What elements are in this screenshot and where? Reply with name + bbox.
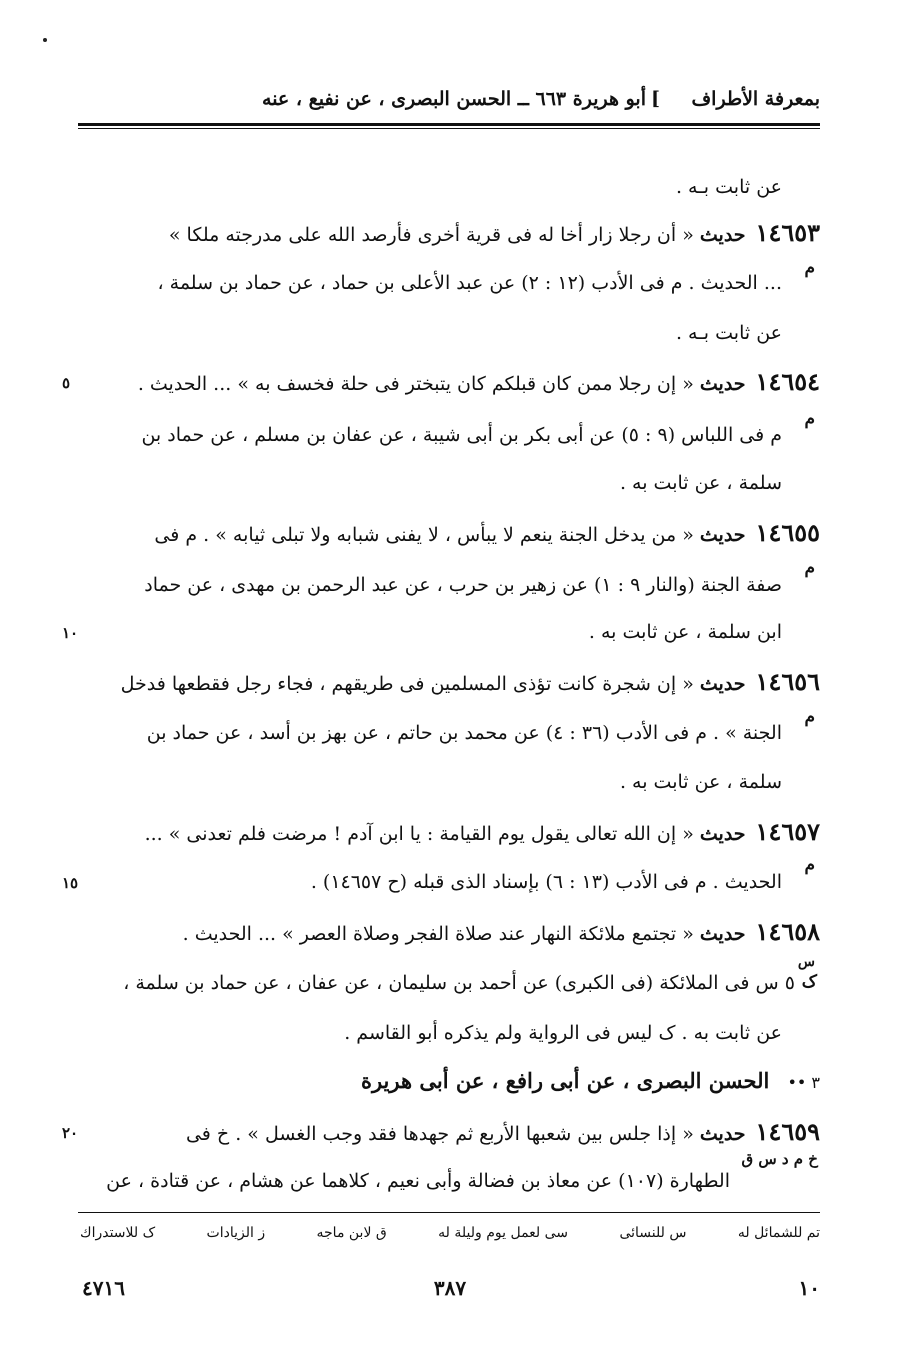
hadith-entry-line xyxy=(154,518,820,548)
hadith-text: « من يدخل الجنة ينعم لا يبأس ، لا يفنى شبابه ولا تبلى ثيابه » . م فى xyxy=(154,524,694,546)
text-line: صفة الجنة (والنار ٩ : ١) عن زهير بن حرب ، عن عبد الرحمن بن مهدى ، عن حماد xyxy=(144,574,782,596)
source-siglum: خ م د س ق xyxy=(741,1150,818,1168)
header-rule-thick xyxy=(78,123,820,126)
text-line: عن ثابت بـه . xyxy=(675,322,782,344)
line-number: ٥ xyxy=(62,374,71,392)
hadith-entry-line xyxy=(183,917,820,947)
footnote-abbreviations xyxy=(80,1225,820,1249)
source-siglum: ک xyxy=(801,972,817,992)
hadith-text: « إن شجرة كانت تؤذى المسلمين فى طريقهم ، فجاء رجل فقطعها فدخل xyxy=(120,673,694,695)
hadith-keyword: حديث xyxy=(699,923,746,945)
ink-speck xyxy=(43,38,47,42)
text-line: عن ثابت بـه . xyxy=(675,176,782,198)
source-siglum: م xyxy=(804,558,815,578)
text-line: ابن سلمة ، عن ثابت به . xyxy=(588,621,782,643)
text-line: ... الحديث . م فى الأدب (١٢ : ٢) عن عبد الأعلى بن حماد ، عن حماد بن سلمة ، xyxy=(157,272,782,294)
hadith-keyword: حديث xyxy=(699,524,746,546)
section-heading xyxy=(361,1066,820,1096)
hadith-text: « تجتمع ملائكة النهار عند صلاة الفجر وصلاة العصر » ... الحديث . xyxy=(182,923,694,945)
hadith-number: ١٤٦٥٤ xyxy=(755,367,820,396)
text-line: سلمة ، عن ثابت به . xyxy=(619,472,782,494)
text-line: عن ثابت به . ک ليس فى الرواية ولم يذكره أبو القاسم . xyxy=(344,1022,782,1044)
line-number: ٢٠ xyxy=(62,1124,79,1142)
header-section-title: بمعرفة الأطراف xyxy=(691,88,820,110)
hadith-entry-line xyxy=(169,218,820,248)
text-line: الحديث . م فى الأدب (١٣ : ٦) بإسناد الذى قبله (ح ١٤٦٥٧) . xyxy=(310,871,782,893)
hadith-text: « إن رجلا ممن كان قبلكم كان يتبختر فى حلة فخسف به » ... الحديث . xyxy=(137,373,694,395)
header-bracket: ] xyxy=(651,88,660,110)
hadith-number: ١٤٦٥٧ xyxy=(755,817,820,846)
line-number: ١٠ xyxy=(62,624,79,642)
running-header xyxy=(78,88,820,122)
source-siglum: م xyxy=(804,409,815,429)
footnote-item: ک للاستدراك xyxy=(80,1225,156,1241)
footnote-rule xyxy=(78,1212,820,1213)
footnote-item: تم للشمائل له xyxy=(737,1225,820,1241)
text-line: الطهارة (١٠٧) عن معاذ بن فضالة وأبى نعيم ، كلاهما عن هشام ، عن قتادة ، عن xyxy=(106,1170,730,1192)
section-title: الحسن البصرى ، عن أبى رافع ، عن أبى هريرة xyxy=(360,1068,770,1093)
header-chain-title: أبو هريرة ٦٦٣ ــ الحسن البصرى ، عن نفيع ، عنه xyxy=(262,88,646,110)
hadith-keyword: حديث xyxy=(699,673,746,695)
source-siglum: م xyxy=(804,258,815,278)
hadith-number: ١٤٦٥٥ xyxy=(755,518,820,547)
hadith-number: ١٤٦٥٨ xyxy=(755,917,820,946)
hadith-text: « أن رجلا زار أخا له فى قرية أخرى فأرصد الله على مدرجته ملكا » xyxy=(168,224,694,246)
hadith-keyword: حديث xyxy=(699,224,746,246)
hadith-keyword: حديث xyxy=(699,1123,746,1145)
hadith-entry-line xyxy=(145,817,820,847)
footnote-item: ق لابن ماجه xyxy=(316,1225,387,1241)
line-number: ١٥ xyxy=(62,874,79,892)
hadith-text: « إذا جلس بين شعبها الأربع ثم جهدها فقد وجب الغسل » . خ فى xyxy=(185,1123,694,1145)
hadith-entry-line xyxy=(121,667,820,697)
source-siglum: س xyxy=(797,954,815,970)
text-line: م فى اللباس (٩ : ٥) عن أبى بكر بن أبى شيبة ، عن عفان بن مسلم ، عن حماد بن xyxy=(141,424,782,446)
text-line: الجنة » . م فى الأدب (٣٦ : ٤) عن محمد بن حاتم ، عن بهز بن أسد ، عن حماد بن xyxy=(146,722,782,744)
footnote-item: س للنسائى xyxy=(619,1225,687,1241)
volume-number: ١٠ xyxy=(798,1276,820,1300)
hadith-keyword: حديث xyxy=(699,823,746,845)
section-mark: ٣ •• xyxy=(787,1073,820,1092)
page-number: ٣٨٧ xyxy=(433,1276,467,1300)
hadith-number: ١٤٦٥٣ xyxy=(755,218,820,247)
text-line: ٥ س فى الملائكة (فى الكبرى) عن أحمد بن سليمان ، عن عفان ، عن حماد بن سلمة ، xyxy=(123,972,795,994)
hadith-number: ١٤٦٥٩ xyxy=(755,1117,820,1146)
hadith-number: ١٤٦٥٦ xyxy=(755,667,820,696)
footnote-item: سى لعمل يوم وليلة له xyxy=(438,1225,569,1241)
source-siglum: م xyxy=(804,707,815,727)
hadith-entry-line xyxy=(138,367,820,397)
hadith-keyword: حديث xyxy=(699,373,746,395)
source-siglum: م xyxy=(804,855,815,875)
header-rule-thin xyxy=(78,128,820,129)
sequence-number: ٤٧١٦ xyxy=(82,1276,125,1300)
hadith-entry-line xyxy=(186,1117,820,1147)
hadith-text: « إن الله تعالى يقول يوم القيامة : يا ابن آدم ! مرضت فلم تعدنى » ... xyxy=(144,823,694,845)
text-line: سلمة ، عن ثابت به . xyxy=(619,771,782,793)
footnote-item: ز الزيادات xyxy=(206,1225,266,1241)
